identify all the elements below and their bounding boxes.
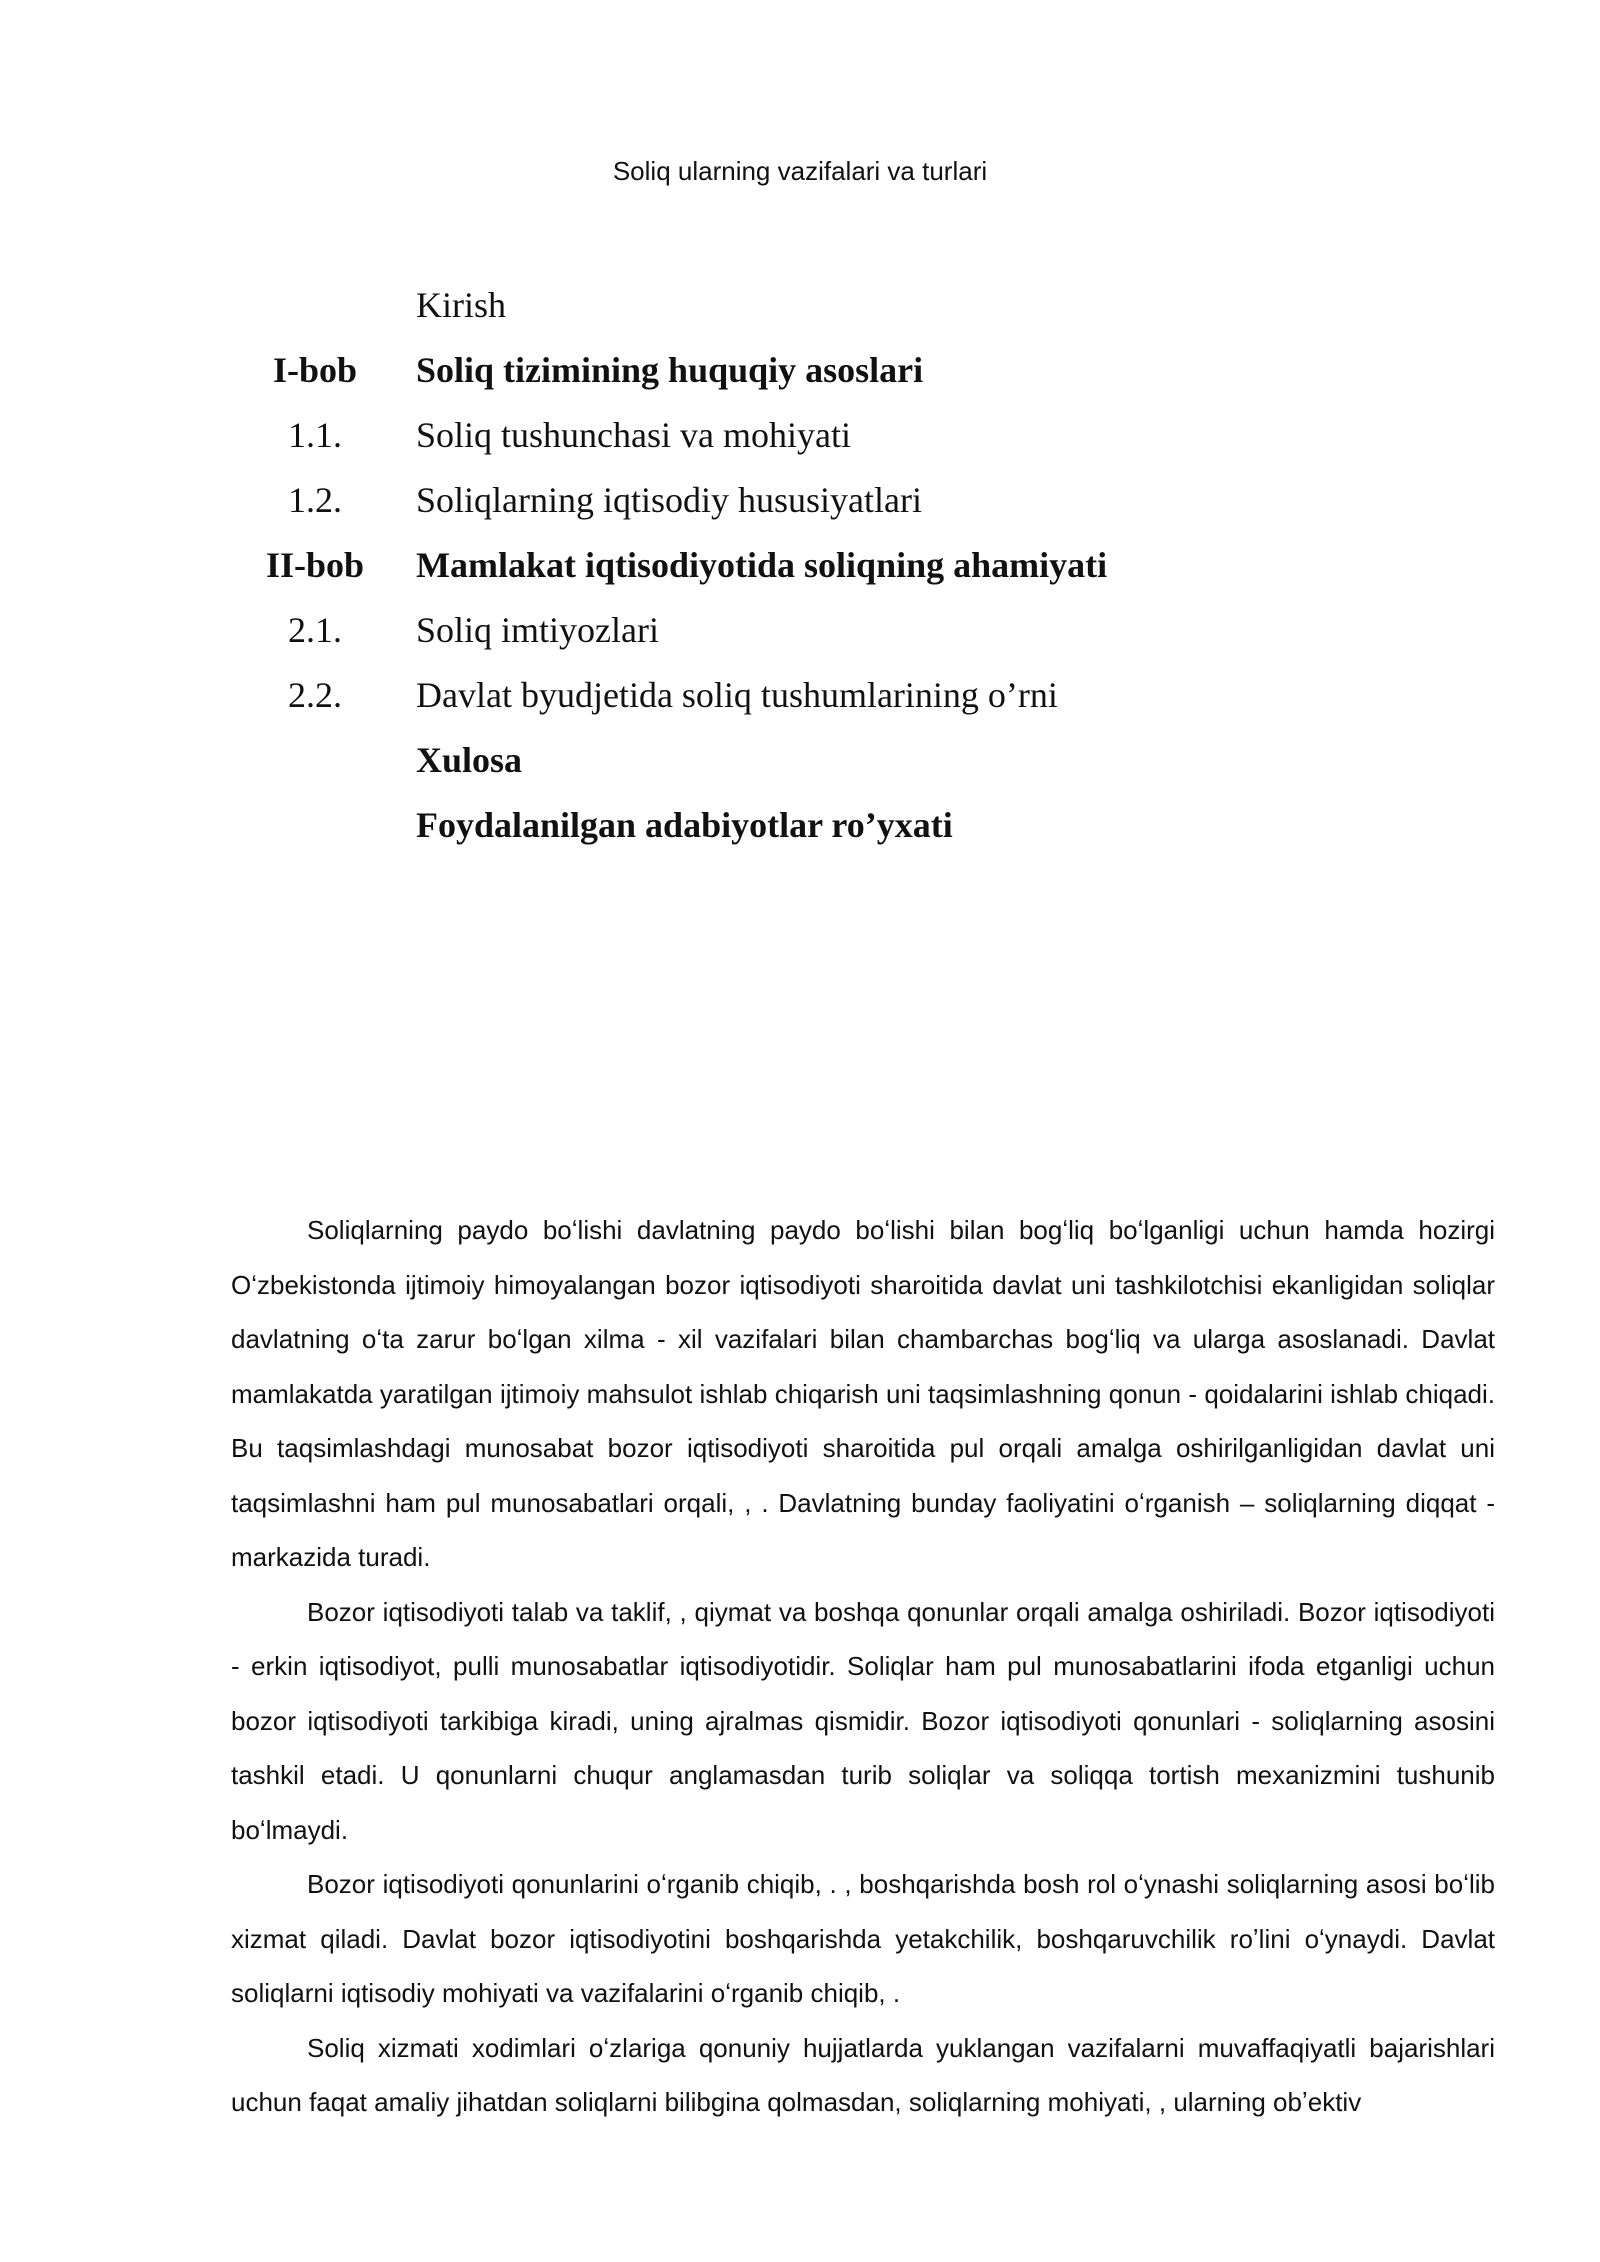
- paragraph: Bozor iqtisodiyoti talab va taklif, , qiymat va boshqa qonunlar orqali amalga oshiriladi. Bozor iqtisodiyoti - erkin iqtisodiyot, pulli munosabatlar iqtisodiyotidir. Soliqlar ham pul munosabatlarini ifoda etganligi uchun bozor iqtisodiyoti tarkibiga kiradi, uning ajralmas qismidir. Bozor iqtisodiyoti qonunlari - soliqlarning asosini tashkil etadi. U qonunlarni chuqur anglamasdan turib soliqlar va soliqqa tortish mexanizmini tushunib boʻlmaydi.: [231, 1596, 1495, 1845]
- toc-item-number: 1.1.: [288, 415, 342, 455]
- toc-item-title: Soliq imtiyozlari: [416, 610, 659, 650]
- toc-item-title: Xulosa: [416, 740, 523, 780]
- toc-item-title: Kirish: [416, 285, 506, 325]
- toc-item-title: Davlat byudjetida soliq tushumlarining o’rni: [416, 675, 1058, 715]
- toc-item-number: II-bob: [265, 545, 365, 585]
- toc-item-number: 2.2.: [288, 675, 342, 715]
- toc-item-title: Soliqlarning iqtisodiy hususiyatlari: [416, 480, 922, 520]
- toc-item: [0, 278, 1600, 343]
- toc-item-title: Soliq tizimining huquqiy asoslari: [416, 350, 924, 390]
- toc-item: [0, 603, 1600, 668]
- paragraph: Soliqlarning paydo boʻlishi davlatning paydo boʻlishi bilan bogʻliq boʻlganligi uchun hamda hozirgi Oʻzbekistonda ijtimoiy himoyalangan bozor iqtisodiyoti sharoitida davlat uni tashkilotchisi ekanligidan soliqlar davlatning oʻta zarur boʻlgan xilma - xil vazifalari bilan chambarchas bogʻliq va ularga asoslanadi. Davlat mamlakatda yaratilgan ijtimoiy mahsulot ishlab chiqarish uni taqsimlashning qonun - qoidalarini ishlab chiqadi. Bu taqsimlashdagi munosabat bozor iqtisodiyoti sharoitida pul orqali amalga oshirilganligidan davlat uni taqsimlashni ham pul munosabatlari orqali, , . Davlatning bunday faoliyatini oʻrganish – soliqlarning diqqat - markazida turadi.: [231, 1215, 1495, 1572]
- toc-item: [0, 798, 1600, 863]
- table-of-contents: [0, 278, 1600, 863]
- toc-item: [0, 343, 1600, 408]
- paragraph: Soliq xizmati xodimlari oʻzlariga qonuniy hujjatlarda yuklangan vazifalarni muvaffaqiyatli bajarishlari uchun faqat amaliy jihatdan soliqlarni bilibgina qolmasdan, soliqlarning mohiyati, , ularning obʼektiv: [231, 2032, 1495, 2117]
- paragraph: Bozor iqtisodiyoti qonunlarini oʻrganib chiqib, . , boshqarishda bosh rol oʻynashi soliqlarning asosi boʻlib xizmat qiladi. Davlat bozor iqtisodiyotini boshqarishda yetakchilik, boshqaruvchilik roʼlini oʻynaydi. Davlat soliqlarni iqtisodiy mohiyati va vazifalarini oʻrganib chiqib, .: [231, 1869, 1495, 2008]
- toc-item: [0, 473, 1600, 538]
- toc-item: [0, 538, 1600, 603]
- toc-item: [0, 408, 1600, 473]
- body-text: [231, 1203, 1495, 2130]
- toc-item-number: 2.1.: [288, 610, 342, 650]
- toc-item: [0, 733, 1600, 798]
- page-title: Soliq ularning vazifalari va turlari: [612, 156, 988, 186]
- toc-item-title: Mamlakat iqtisodiyotida soliqning ahamiyati: [416, 545, 1108, 585]
- toc-item: [0, 668, 1600, 733]
- toc-item-title: Foydalanilgan adabiyotlar ro’yxati: [416, 805, 953, 845]
- toc-item-number: I-bob: [272, 350, 358, 390]
- toc-item-number: 1.2.: [288, 480, 342, 520]
- toc-item-title: Soliq tushunchasi va mohiyati: [416, 415, 851, 455]
